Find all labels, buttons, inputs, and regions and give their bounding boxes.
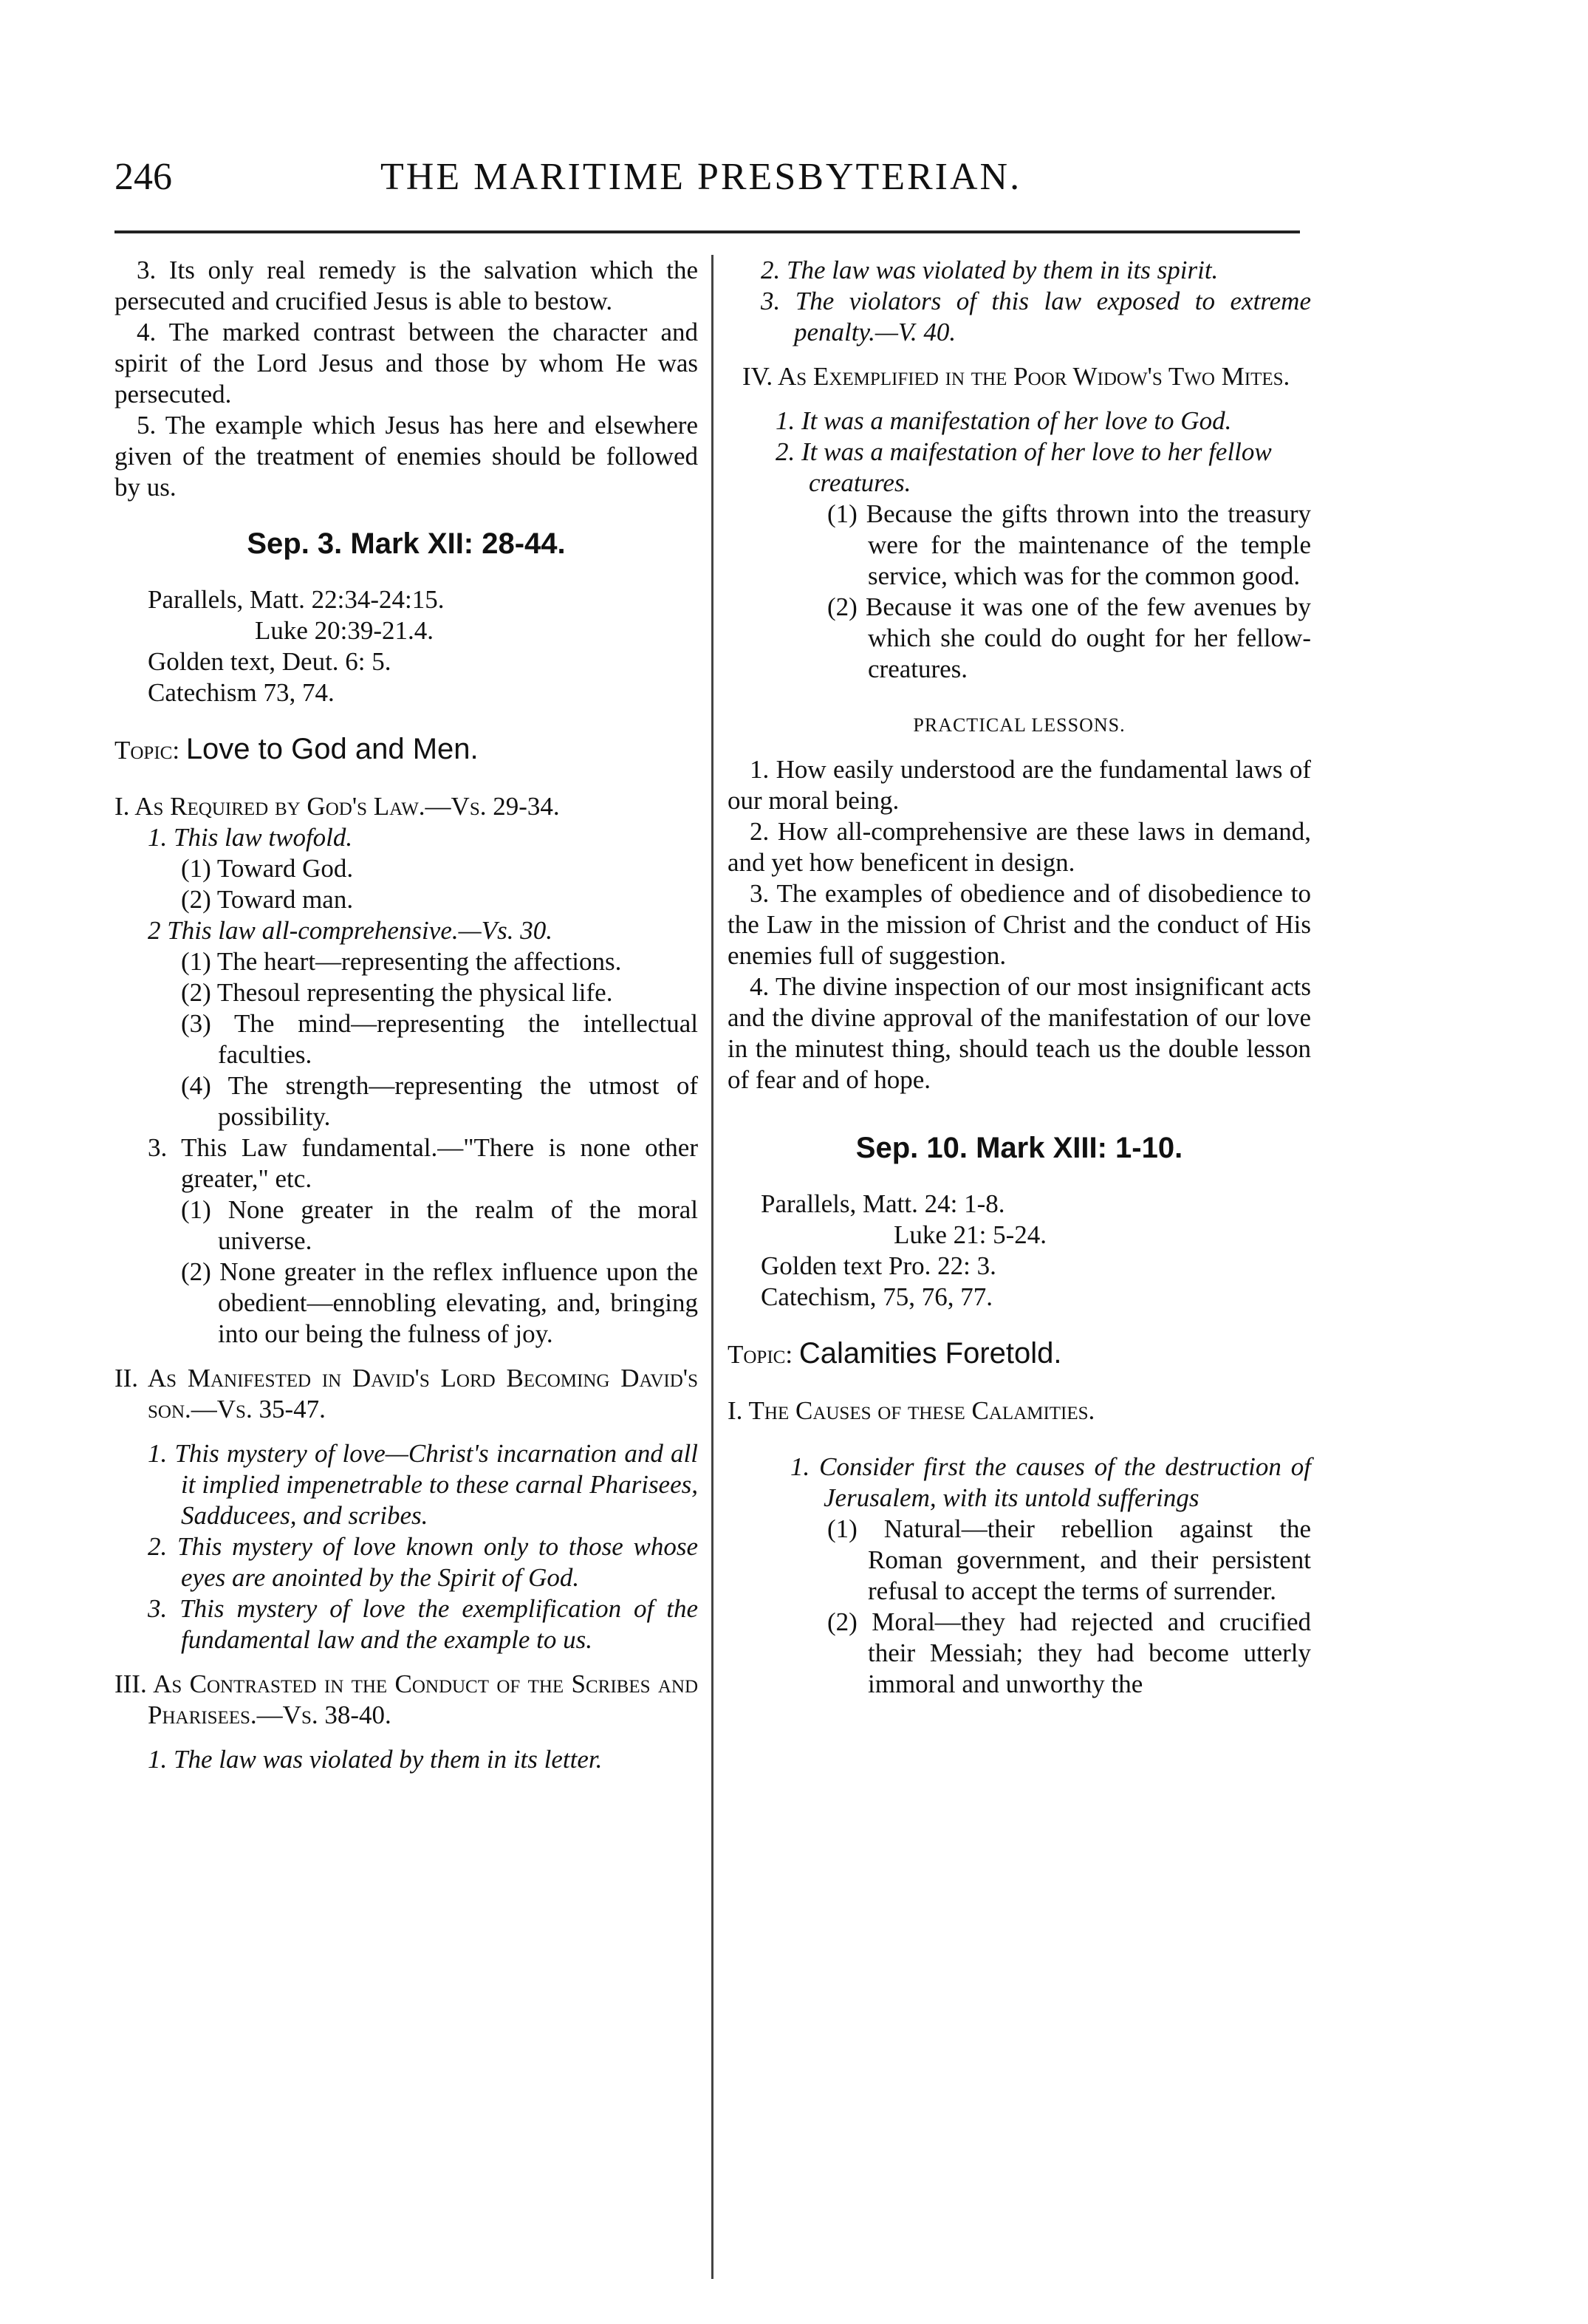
practical-lesson: 2. How all-comprehensive are these laws in demand, and yet how beneficent in design.	[728, 817, 1311, 877]
outline-subitem: (1) None greater in the realm of the moral universe.	[181, 1195, 698, 1255]
section-heading: III. As Contrasted in the Conduct of the Scribes and Pharisees.—Vs. 38-40.	[114, 1669, 698, 1729]
outline-item: 2. This mystery of love known only to those whose eyes are anointed by the Spirit of God.	[148, 1532, 698, 1592]
outline-subitem: (1) Because the gifts thrown into the treasury were for the maintenance of the temple service, which was for the common good.	[827, 499, 1311, 590]
outline-item: 3. This mystery of love the exemplification of the fundamental law and the example to us.	[148, 1594, 698, 1654]
outline-subitem: (2) None greater in the reflex influence upon the obedient—ennobling elevating, and, bringing into our being the fulness of joy.	[181, 1257, 698, 1348]
topic-line	[728, 1338, 1311, 1370]
outline-subitem: (2) Toward man.	[181, 885, 354, 914]
outline-subitem: (1) Toward God.	[181, 854, 354, 883]
journal-title: THE MARITIME PRESBYTERIAN.	[380, 156, 1022, 198]
reference-line: Parallels, Matt. 22:34-24:15.	[148, 585, 445, 614]
outline-subitem: (1) The heart—representing the affections.	[181, 947, 622, 976]
outline-subitem: (4) The strength—representing the utmost of possibility.	[181, 1071, 698, 1131]
reference-line: Luke 21: 5-24.	[894, 1220, 1047, 1249]
reference-line: Catechism, 75, 76, 77.	[761, 1282, 993, 1311]
lesson-heading: Sep. 3. Mark XII: 28-44.	[247, 527, 566, 560]
outline-item: 2 This law all-comprehensive.—Vs. 30.	[148, 916, 552, 945]
outline-item: 3. The violators of this law exposed to extreme penalty.—V. 40.	[761, 287, 1311, 346]
intro-item: 3. Its only real remedy is the salvation which the persecuted and crucified Jesus is able to bestow.	[114, 256, 698, 315]
outline-item: 1. Consider first the causes of the destruction of Jerusalem, with its untold sufferings	[790, 1452, 1311, 1512]
outline-item: 1. The law was violated by them in its letter.	[148, 1745, 603, 1774]
reference-line: Golden text Pro. 22: 3.	[761, 1251, 996, 1280]
outline-subitem: (2) Moral—they had rejected and crucified their Messiah; they had become utterly immoral and unworthy the	[827, 1607, 1311, 1698]
section-heading: II. As Manifested in David's Lord Becoming David's son.—Vs. 35-47.	[114, 1364, 698, 1424]
practical-lesson: 3. The examples of obedience and of disobedience to the Law in the mission of Christ and the conduct of His enemies full of suggestion.	[728, 879, 1311, 970]
intro-item: 4. The marked contrast between the character and spirit of the Lord Jesus and those by whom He was persecuted.	[114, 318, 698, 409]
section-heading: I. As Required by God's Law.—Vs. 29-34.	[114, 792, 560, 821]
practical-lesson: 1. How easily understood are the fundamental laws of our moral being.	[728, 755, 1311, 815]
outline-subitem: (1) Natural—their rebellion against the Roman government, and their persistent refusal to accept the terms of surrender.	[827, 1514, 1311, 1605]
outline-item: 2. The law was violated by them in its spirit.	[761, 256, 1219, 284]
column-divider	[711, 255, 713, 2279]
section-heading: I. The Causes of these Calamities.	[728, 1396, 1095, 1425]
topic-label: Topic:	[728, 1340, 793, 1369]
lesson-heading: Sep. 10. Mark XIII: 1-10.	[855, 1132, 1183, 1164]
outline-item: 1. This mystery of love—Christ's incarnation and all it implied impenetrable to these carnal Pharisees, Sadducees, and scribes.	[148, 1439, 698, 1530]
topic-line	[114, 734, 698, 766]
outline-subitem: (2) Because it was one of the few avenues by which she could do ought for her fellow-creatures.	[827, 592, 1311, 683]
outline-subitem: (2) Thesoul representing the physical life.	[181, 978, 613, 1007]
page-header	[114, 155, 1296, 214]
outline-item: 2. It was a maifestation of her love to her fellow creatures.	[776, 437, 1272, 497]
intro-item: 5. The example which Jesus has here and elsewhere given of the treatment of enemies should be followed by us.	[114, 411, 698, 502]
practical-lesson: 4. The divine inspection of our most insignificant acts and the divine approval of the manifestation of our love in the minutest thing, should teach us the double lesson of fear and of hope.	[728, 972, 1311, 1094]
page-number: 246	[114, 156, 172, 198]
outline-item: 1. This law twofold.	[148, 823, 353, 852]
right-column	[728, 255, 1311, 1700]
outline-item: 1. It was a manifestation of her love to God.	[776, 406, 1232, 435]
reference-line: Golden text, Deut. 6: 5.	[148, 647, 391, 676]
practical-lessons-heading: PRACTICAL LESSONS.	[913, 714, 1126, 736]
outline-subitem: (3) The mind—representing the intellectual faculties.	[181, 1009, 698, 1069]
topic-title: Love to God and Men.	[185, 733, 479, 765]
topic-label: Topic:	[114, 736, 180, 765]
left-column	[114, 255, 698, 1775]
reference-line: Parallels, Matt. 24: 1-8.	[761, 1189, 1005, 1218]
reference-line: Catechism 73, 74.	[148, 678, 335, 707]
section-heading: IV. As Exemplified in the Poor Widow's Two Mites.	[742, 362, 1290, 391]
topic-title: Calamities Foretold.	[798, 1337, 1062, 1370]
header-rule	[114, 230, 1300, 233]
reference-line: Luke 20:39-21.4.	[255, 616, 434, 645]
outline-item: 3. This Law fundamental.—"There is none other greater," etc.	[148, 1133, 698, 1193]
